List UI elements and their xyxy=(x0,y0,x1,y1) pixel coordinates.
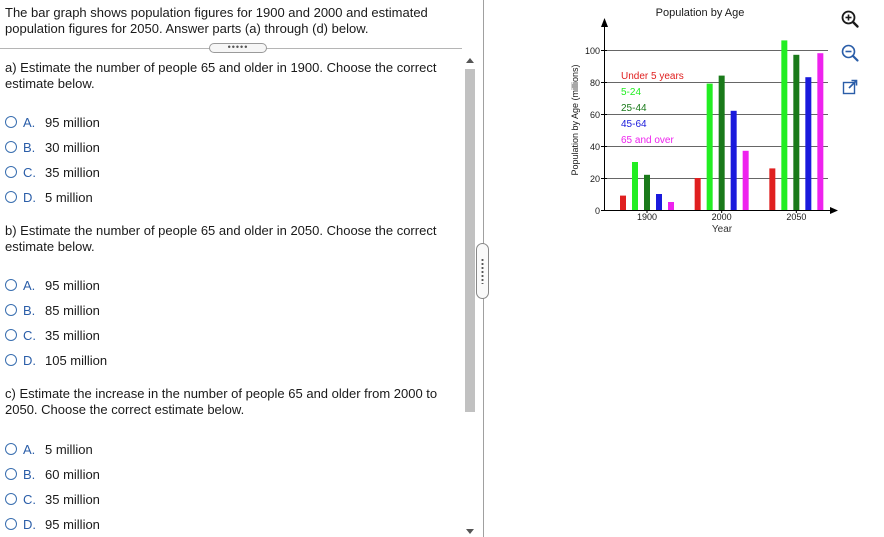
bar xyxy=(719,76,725,210)
option-letter: A. xyxy=(23,277,36,293)
bar xyxy=(620,196,626,210)
radio-button[interactable] xyxy=(5,468,17,480)
question-a-option-c[interactable] xyxy=(5,163,100,181)
radio-button[interactable] xyxy=(5,354,17,366)
question-a-option-a[interactable] xyxy=(5,113,100,131)
x-axis-label: Year xyxy=(711,224,733,235)
option-letter: A. xyxy=(23,441,36,457)
bar xyxy=(644,175,650,210)
popout-button[interactable] xyxy=(840,77,860,97)
option-letter: B. xyxy=(23,466,36,482)
x-tick-label: 2050 xyxy=(786,212,807,222)
radio-button[interactable] xyxy=(5,304,17,316)
bar xyxy=(707,84,713,210)
bar xyxy=(695,178,701,210)
bar xyxy=(656,194,662,210)
legend-entry: 5-24 xyxy=(621,87,642,98)
grip-dots-icon xyxy=(481,258,484,284)
x-tick-label: 2000 xyxy=(711,212,732,222)
option-text: 85 million xyxy=(45,302,100,318)
y-axis-label: Population by Age (millions) xyxy=(570,64,580,176)
option-letter: C. xyxy=(23,491,36,507)
scroll-up-arrow-icon[interactable] xyxy=(466,58,474,63)
y-tick-label: 40 xyxy=(589,142,600,152)
bar xyxy=(805,77,811,210)
zoom-in-button[interactable] xyxy=(840,9,860,29)
chart-svg xyxy=(560,0,840,240)
x-axis-arrow-icon xyxy=(830,207,838,214)
legend-entry: 45-64 xyxy=(621,119,647,130)
option-letter: C. xyxy=(23,327,36,343)
bar xyxy=(632,162,638,210)
option-text: 5 million xyxy=(45,441,93,457)
y-tick-label: 100 xyxy=(584,46,600,56)
bar xyxy=(743,151,749,210)
bar xyxy=(817,53,823,210)
question-a-text: a) Estimate the number of people 65 and older in 1900. Choose the correct estimate below. xyxy=(5,60,437,91)
question-c-option-b[interactable] xyxy=(5,465,100,483)
zoom-out-button[interactable] xyxy=(840,43,860,63)
bar xyxy=(781,40,787,210)
option-letter: D. xyxy=(23,516,36,532)
radio-button[interactable] xyxy=(5,141,17,153)
radio-button[interactable] xyxy=(5,166,17,178)
radio-button[interactable] xyxy=(5,116,17,128)
option-text: 35 million xyxy=(45,164,100,180)
option-letter: B. xyxy=(23,139,36,155)
option-letter: D. xyxy=(23,352,36,368)
bar xyxy=(793,55,799,210)
question-a-option-d[interactable] xyxy=(5,188,93,206)
y-axis-arrow-icon xyxy=(601,18,608,27)
scroll-thumb[interactable] xyxy=(465,69,475,412)
y-tick-label: 60 xyxy=(589,110,600,120)
question-intro: The bar graph shows population figures for 1900 and 2000 and estimated population figures for 2050. Answer parts (a) through (d) below. xyxy=(5,5,428,36)
question-c-option-d[interactable] xyxy=(5,515,100,533)
legend-entry: 25-44 xyxy=(621,103,647,114)
scroll-down-arrow-icon[interactable] xyxy=(466,529,474,534)
question-c-option-c[interactable] xyxy=(5,490,100,508)
option-letter: D. xyxy=(23,189,36,205)
option-text: 5 million xyxy=(45,189,93,205)
radio-button[interactable] xyxy=(5,279,17,291)
radio-button[interactable] xyxy=(5,443,17,455)
x-tick-label: 1900 xyxy=(636,212,658,222)
bar-chart xyxy=(560,0,840,240)
option-text: 35 million xyxy=(45,327,100,343)
option-text: 30 million xyxy=(45,139,100,155)
popout-icon xyxy=(840,77,860,97)
option-letter: A. xyxy=(23,114,36,130)
radio-button[interactable] xyxy=(5,191,17,203)
question-scrollbar[interactable] xyxy=(462,56,478,537)
option-letter: B. xyxy=(23,302,36,318)
option-text: 95 million xyxy=(45,516,100,532)
question-c-text: c) Estimate the increase in the number of people 65 and older from 2000 to 2050. Choose the correct estimate below. xyxy=(5,386,438,417)
chart-title: Population by Age xyxy=(655,7,745,19)
bar xyxy=(668,202,674,210)
option-text: 95 million xyxy=(45,277,100,293)
legend-entry: 65 and over xyxy=(621,135,674,146)
option-text: 60 million xyxy=(45,466,100,482)
bar xyxy=(769,168,775,210)
zoom-in-icon xyxy=(840,9,860,29)
y-tick-label: 20 xyxy=(589,174,600,184)
question-b-text: b) Estimate the number of people 65 and older in 2050. Choose the correct estimate below. xyxy=(5,223,437,254)
collapse-intro-button[interactable]: ••••• xyxy=(209,43,267,53)
question-b-option-c[interactable] xyxy=(5,326,100,344)
question-b-option-b[interactable] xyxy=(5,301,100,319)
option-text: 35 million xyxy=(45,491,100,507)
question-b-option-a[interactable] xyxy=(5,276,100,294)
y-tick-label: 80 xyxy=(589,78,600,88)
option-text: 105 million xyxy=(45,352,108,368)
option-letter: C. xyxy=(23,164,36,180)
question-a-option-b[interactable] xyxy=(5,138,100,156)
y-tick-label: 0 xyxy=(594,206,600,216)
option-text: 95 million xyxy=(45,114,100,130)
bar xyxy=(731,111,737,210)
question-c-option-a[interactable] xyxy=(5,440,93,458)
radio-button[interactable] xyxy=(5,493,17,505)
radio-button[interactable] xyxy=(5,518,17,530)
pane-resize-handle[interactable] xyxy=(476,243,489,299)
zoom-out-icon xyxy=(840,43,860,63)
question-b-option-d[interactable] xyxy=(5,351,107,369)
radio-button[interactable] xyxy=(5,329,17,341)
legend-entry: Under 5 years xyxy=(621,71,684,82)
